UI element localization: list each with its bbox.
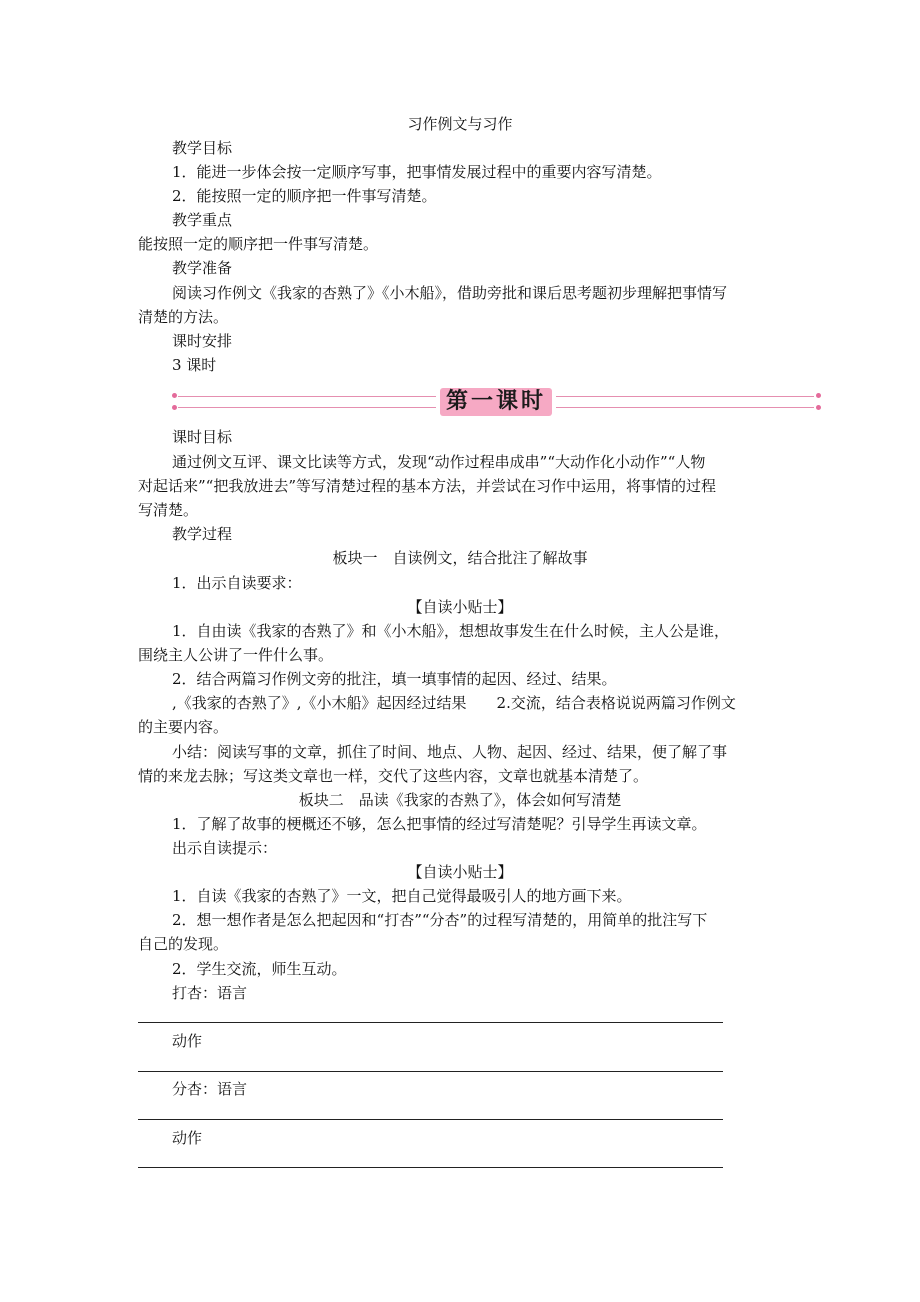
schedule-value: 3 课时 xyxy=(172,356,217,374)
section-2-item-2: 2．学生交流，师生互动。 xyxy=(172,960,347,978)
lesson-goals-line-3: 写清楚。 xyxy=(138,501,199,519)
summary-line-2: 情的来龙去脉；写这类文章也一样，交代了这些内容，文章也就基本清楚了。 xyxy=(138,767,649,785)
document-title: 习作例文与习作 xyxy=(407,115,513,133)
tip-2-item-1: 1．自读《我家的杏熟了》一文，把自己觉得最吸引人的地方画下来。 xyxy=(172,887,632,905)
lesson-badge: 第一课时 xyxy=(440,388,552,416)
answer-line-4 xyxy=(138,1167,723,1168)
lesson-goals-line-1: 通过例文互评、课文比读等方式，发现“动作过程串成串”“大动作化小动作”“人物 xyxy=(172,453,706,471)
section-1-heading: 板块一 自读例文，结合批注了解故事 xyxy=(332,549,588,567)
schedule-heading: 课时安排 xyxy=(172,332,233,350)
teaching-prep-line-1: 阅读习作例文《我家的杏熟了》《小木船》，借助旁批和课后思考题初步理解把事情写 xyxy=(172,284,728,302)
banner-right-dot-top xyxy=(816,393,821,398)
teaching-goal-1: 1．能进一步体会按一定顺序写事，把事情发展过程中的重要内容写清楚。 xyxy=(172,163,662,181)
banner-right-line-top xyxy=(556,396,814,397)
lesson-goals-heading: 课时目标 xyxy=(172,428,233,446)
fen-xing-language-label: 分杏：语言 xyxy=(172,1080,248,1098)
summary-line-1: 小结：阅读写事的文章，抓住了时间、地点、人物、起因、经过、结果，便了解了事 xyxy=(172,743,728,761)
tip-2-item-2-line-1: 2．想一想作者是怎么把起因和“打杏”“分杏”的过程写清楚的，用简单的批注写下 xyxy=(172,911,708,929)
tip-1-item-1-line-1: 1．自由读《我家的杏熟了》和《小木船》，想想故事发生在什么时候，主人公是谁， xyxy=(172,622,730,640)
teaching-prep-line-2: 清楚的方法。 xyxy=(138,308,229,326)
teaching-focus: 能按照一定的顺序把一件事写清楚。 xyxy=(138,235,379,253)
teaching-goals-heading: 教学目标 xyxy=(172,139,233,157)
lesson-goals-line-2: 对起话来”“把我放进去”等写清楚过程的基本方法，并尝试在习作中运用，将事情的过程 xyxy=(138,477,717,495)
section-2-prompt: 出示自读提示： xyxy=(172,839,278,857)
teaching-focus-heading: 教学重点 xyxy=(172,211,233,229)
banner-left-dot-top xyxy=(172,393,177,398)
banner-left-line-top xyxy=(178,396,436,397)
banner-right-line-bottom xyxy=(556,407,814,408)
answer-line-2 xyxy=(138,1071,723,1072)
fen-xing-action-label: 动作 xyxy=(172,1129,203,1147)
tip-1-item-1-line-2: 围绕主人公讲了一件什么事。 xyxy=(138,646,334,664)
teaching-goal-2: 2．能按照一定的顺序把一件事写清楚。 xyxy=(172,187,437,205)
table-line-2: 的主要内容。 xyxy=(138,718,229,736)
tip-2-heading: 【自读小贴士】 xyxy=(407,863,513,881)
answer-line-1 xyxy=(138,1022,723,1023)
table-line-1: ,《我家的杏熟了》,《小木船》起因经过结果 2.交流，结合表格说说两篇习作例文 xyxy=(172,694,736,712)
section-2-item-1: 1．了解了故事的梗概还不够，怎么把事情的经过写清楚呢？引导学生再读文章。 xyxy=(172,815,707,833)
tip-1-heading: 【自读小贴士】 xyxy=(407,598,513,616)
section-2-heading: 板块二 品读《我家的杏熟了》，体会如何写清楚 xyxy=(298,791,622,809)
da-xing-action-label: 动作 xyxy=(172,1032,203,1050)
tip-2-item-2-line-2: 自己的发现。 xyxy=(138,935,229,953)
section-1-item-1: 1．出示自读要求： xyxy=(172,574,302,592)
banner-left-line-bottom xyxy=(178,407,436,408)
lesson-banner xyxy=(172,388,822,416)
process-heading: 教学过程 xyxy=(172,525,233,543)
tip-1-item-2: 2．结合两篇习作例文旁的批注，填一填事情的起因、经过、结果。 xyxy=(172,670,617,688)
da-xing-language-label: 打杏：语言 xyxy=(172,984,248,1002)
answer-line-3 xyxy=(138,1119,723,1120)
banner-left-dot-bottom xyxy=(172,405,177,410)
banner-right-dot-bottom xyxy=(816,405,821,410)
teaching-prep-heading: 教学准备 xyxy=(172,259,233,277)
